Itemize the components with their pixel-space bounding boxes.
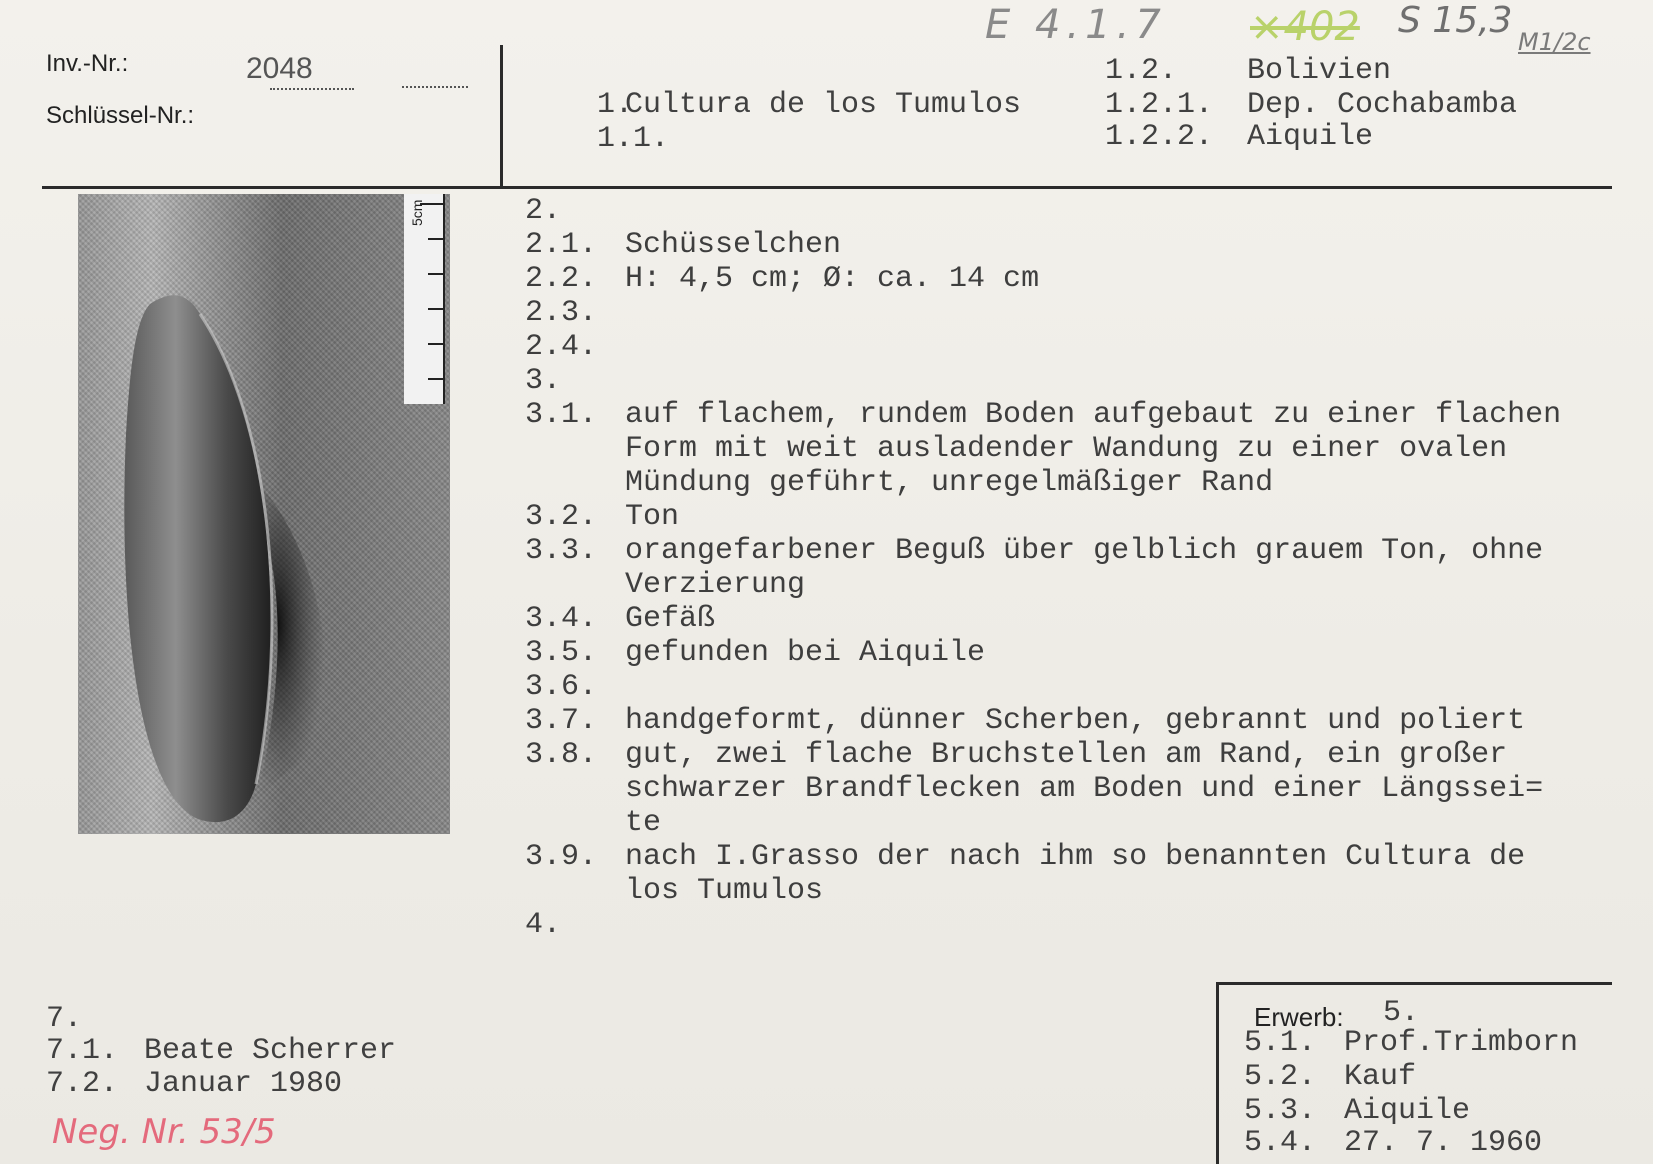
inv-label: Inv.-Nr.: (46, 50, 129, 77)
field-number: 3.4. (525, 602, 598, 636)
field-number: 2. (525, 194, 562, 228)
field-5-2-num: 5.2. (1244, 1060, 1317, 1094)
handwritten-crossed-number: ×402 (1250, 4, 1360, 50)
field-row (525, 738, 1543, 840)
field-5-3-num: 5.3. (1244, 1094, 1317, 1128)
field-row (525, 330, 625, 364)
field-value: Gefäß (625, 602, 716, 636)
scale-label: 5cm (409, 199, 425, 226)
field-number: 3.5. (525, 636, 598, 670)
acquisition-num: 5. (1383, 996, 1420, 1030)
inv-dotted-line-2 (402, 86, 468, 88)
field-row (525, 364, 625, 398)
acquisition-label: Erwerb: (1254, 1002, 1344, 1032)
field-value: orangefarbener Beguß über gelblich grauem Ton, ohne Verzierung (625, 534, 1544, 602)
field-row (525, 908, 625, 942)
field-1-2-1-value: Dep. Cochabamba (1247, 88, 1518, 122)
field-number: 4. (525, 908, 562, 942)
field-5-1-num: 5.1. (1244, 1026, 1317, 1060)
acquisition-vertical-rule (1216, 982, 1219, 1164)
field-row (525, 194, 625, 228)
field-5-1-value: Prof.Trimborn (1344, 1026, 1579, 1060)
field-7-1-num: 7.1. (46, 1034, 119, 1068)
field-value: handgeformt, dünner Scherben, gebrannt und poliert (625, 704, 1526, 738)
field-row (525, 602, 715, 636)
field-number: 3.6. (525, 670, 598, 704)
field-row (525, 500, 679, 534)
field-number: 3.7. (525, 704, 598, 738)
field-number: 2.2. (525, 262, 598, 296)
header-horizontal-rule (42, 186, 1612, 189)
key-label: Schlüssel-Nr.: (46, 102, 195, 129)
field-value: Schüsselchen (625, 228, 842, 262)
field-row (525, 704, 1525, 738)
field-number: 3.2. (525, 500, 598, 534)
handwritten-code: E 4.1.7 (985, 2, 1167, 48)
field-value: gut, zwei flache Bruchstellen am Rand, ein großer schwarzer Brandflecken am Boden und einer Längssei= te (625, 738, 1544, 840)
field-5-2-value: Kauf (1344, 1060, 1417, 1094)
field-number: 3. (525, 364, 562, 398)
field-5-4-num: 5.4. (1244, 1126, 1317, 1160)
field-7-2-num: 7.2. (46, 1067, 119, 1101)
field-row (525, 398, 1561, 500)
handwritten-negative-number: Neg. Nr. 53/5 (52, 1112, 276, 1152)
field-number: 2.4. (525, 330, 598, 364)
field-number: 3.3. (525, 534, 598, 568)
field-1-2-1-num: 1.2.1. (1105, 88, 1214, 122)
field-row (525, 636, 985, 670)
field-1-2-num: 1.2. (1105, 54, 1178, 88)
field-number: 2.3. (525, 296, 598, 330)
bowl-photo-graphic (78, 194, 450, 834)
field-value: auf flachem, rundem Boden aufgebaut zu einer flachen Form mit weit ausladender Wandung zu einer ovalen Mündung geführt, unregelmäßiger Rand (625, 398, 1562, 500)
field-value: H: 4,5 cm; Ø: ca. 14 cm (625, 262, 1040, 296)
field-value: nach I.Grasso der nach ihm so benannten Cultura de los Tumulos (625, 840, 1526, 908)
field-value: gefunden bei Aiquile (625, 636, 986, 670)
acquisition-top-rule (1216, 982, 1612, 985)
handwritten-reference: S 15,3 (1398, 0, 1513, 41)
inv-value: 2048 (246, 52, 313, 85)
inv-dotted-line (270, 88, 354, 90)
field-1-2-2-value: Aiquile (1247, 120, 1374, 154)
field-number: 3.1. (525, 398, 598, 432)
field-row (525, 534, 1543, 602)
field-row (525, 296, 625, 330)
field-7: 7. (46, 1002, 83, 1036)
field-row (525, 262, 1039, 296)
field-1-1-value: Cultura de los Tumulos (625, 88, 1022, 122)
field-1-1: 1.1. (597, 122, 670, 156)
field-number: 3.8. (525, 738, 598, 772)
header-vertical-rule (500, 45, 503, 187)
field-number: 2.1. (525, 228, 598, 262)
object-photo (78, 194, 450, 834)
field-value: Ton (625, 500, 680, 534)
field-1: 1. (597, 88, 634, 122)
field-5-3-value: Aiquile (1344, 1094, 1471, 1128)
field-7-1-value: Beate Scherrer (144, 1034, 397, 1068)
field-row (525, 840, 1525, 908)
handwritten-reference-2: M1/2c (1518, 28, 1591, 56)
field-row (525, 670, 625, 704)
field-7-2-value: Januar 1980 (144, 1067, 343, 1101)
field-1-2-value: Bolivien (1247, 54, 1392, 88)
field-1-2-2-num: 1.2.2. (1105, 120, 1214, 154)
field-row (525, 228, 841, 262)
field-5-4-value: 27. 7. 1960 (1344, 1126, 1543, 1160)
field-number: 3.9. (525, 840, 598, 874)
